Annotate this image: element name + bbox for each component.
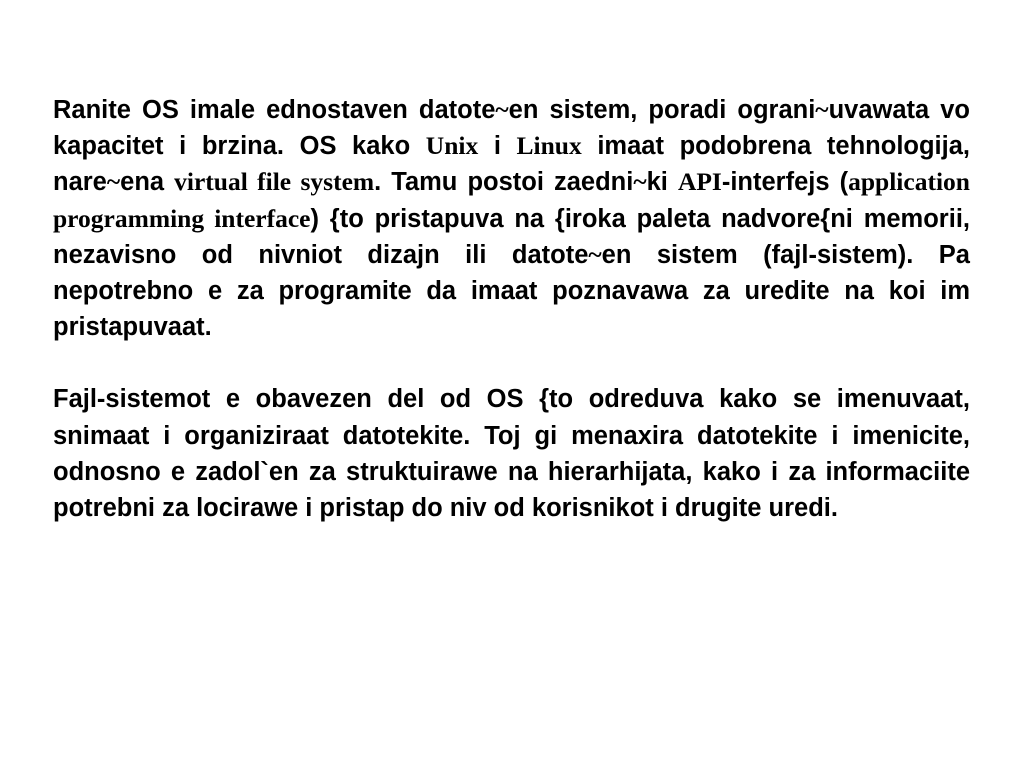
- tilde-glyph: ~: [815, 95, 829, 124]
- tilde-glyph: ~: [495, 95, 509, 124]
- tilde-glyph: ~: [106, 167, 121, 197]
- paragraph-file-system-definition: Fajl-sistemot e obavezen del od OS {to odreduva kako se imenuvaat, snimaat i organiziraat datotekite. Toj gi menaxira datotekite i imenicite, odnosno e zadol`en za struktuirawe na hierarhijata, kako i za informaciite potrebni za locirawe i pristap do niv od korisnikot i drugite uredi.: [53, 385, 970, 523]
- text-run: imaat podobrena tehnologija, nare: [53, 132, 970, 197]
- tilde-glyph: ~: [588, 239, 602, 269]
- term-application-programming-interface: application programming interface: [53, 167, 970, 233]
- text-run: i: [478, 132, 517, 161]
- term-linux: Linux: [516, 131, 582, 161]
- term-unix: Unix: [425, 131, 479, 161]
- text-run: uvawata vo kapacitet i brzina. OS kako: [53, 96, 971, 161]
- text-run: Ranite OS imale ednostaven datote: [53, 96, 496, 124]
- tilde-glyph: ~: [633, 167, 647, 197]
- text-run: en sistem (fajl-sistem). Pa nepotrebno e za programite da imaat poznavawa za uredite na koi im pristapuvaat.: [53, 240, 970, 342]
- text-run: en sistem, poradi ograni: [508, 96, 816, 124]
- text-run: -interfejs (: [721, 168, 849, 197]
- term-api: API: [677, 167, 722, 197]
- text-run: ki: [646, 168, 678, 197]
- text-run: . Tamu postoi zaedni: [374, 168, 634, 197]
- paragraph-file-system-history: [53, 92, 970, 345]
- text-run: ena: [120, 168, 175, 197]
- term-virtual-file-system: virtual file system: [174, 167, 375, 197]
- text-run: ) {to pristapuva na {iroka paleta nadvore{ni memorii, nezavisno od nivniot dizajn ili datote: [53, 204, 970, 269]
- slide-content: [53, 92, 970, 526]
